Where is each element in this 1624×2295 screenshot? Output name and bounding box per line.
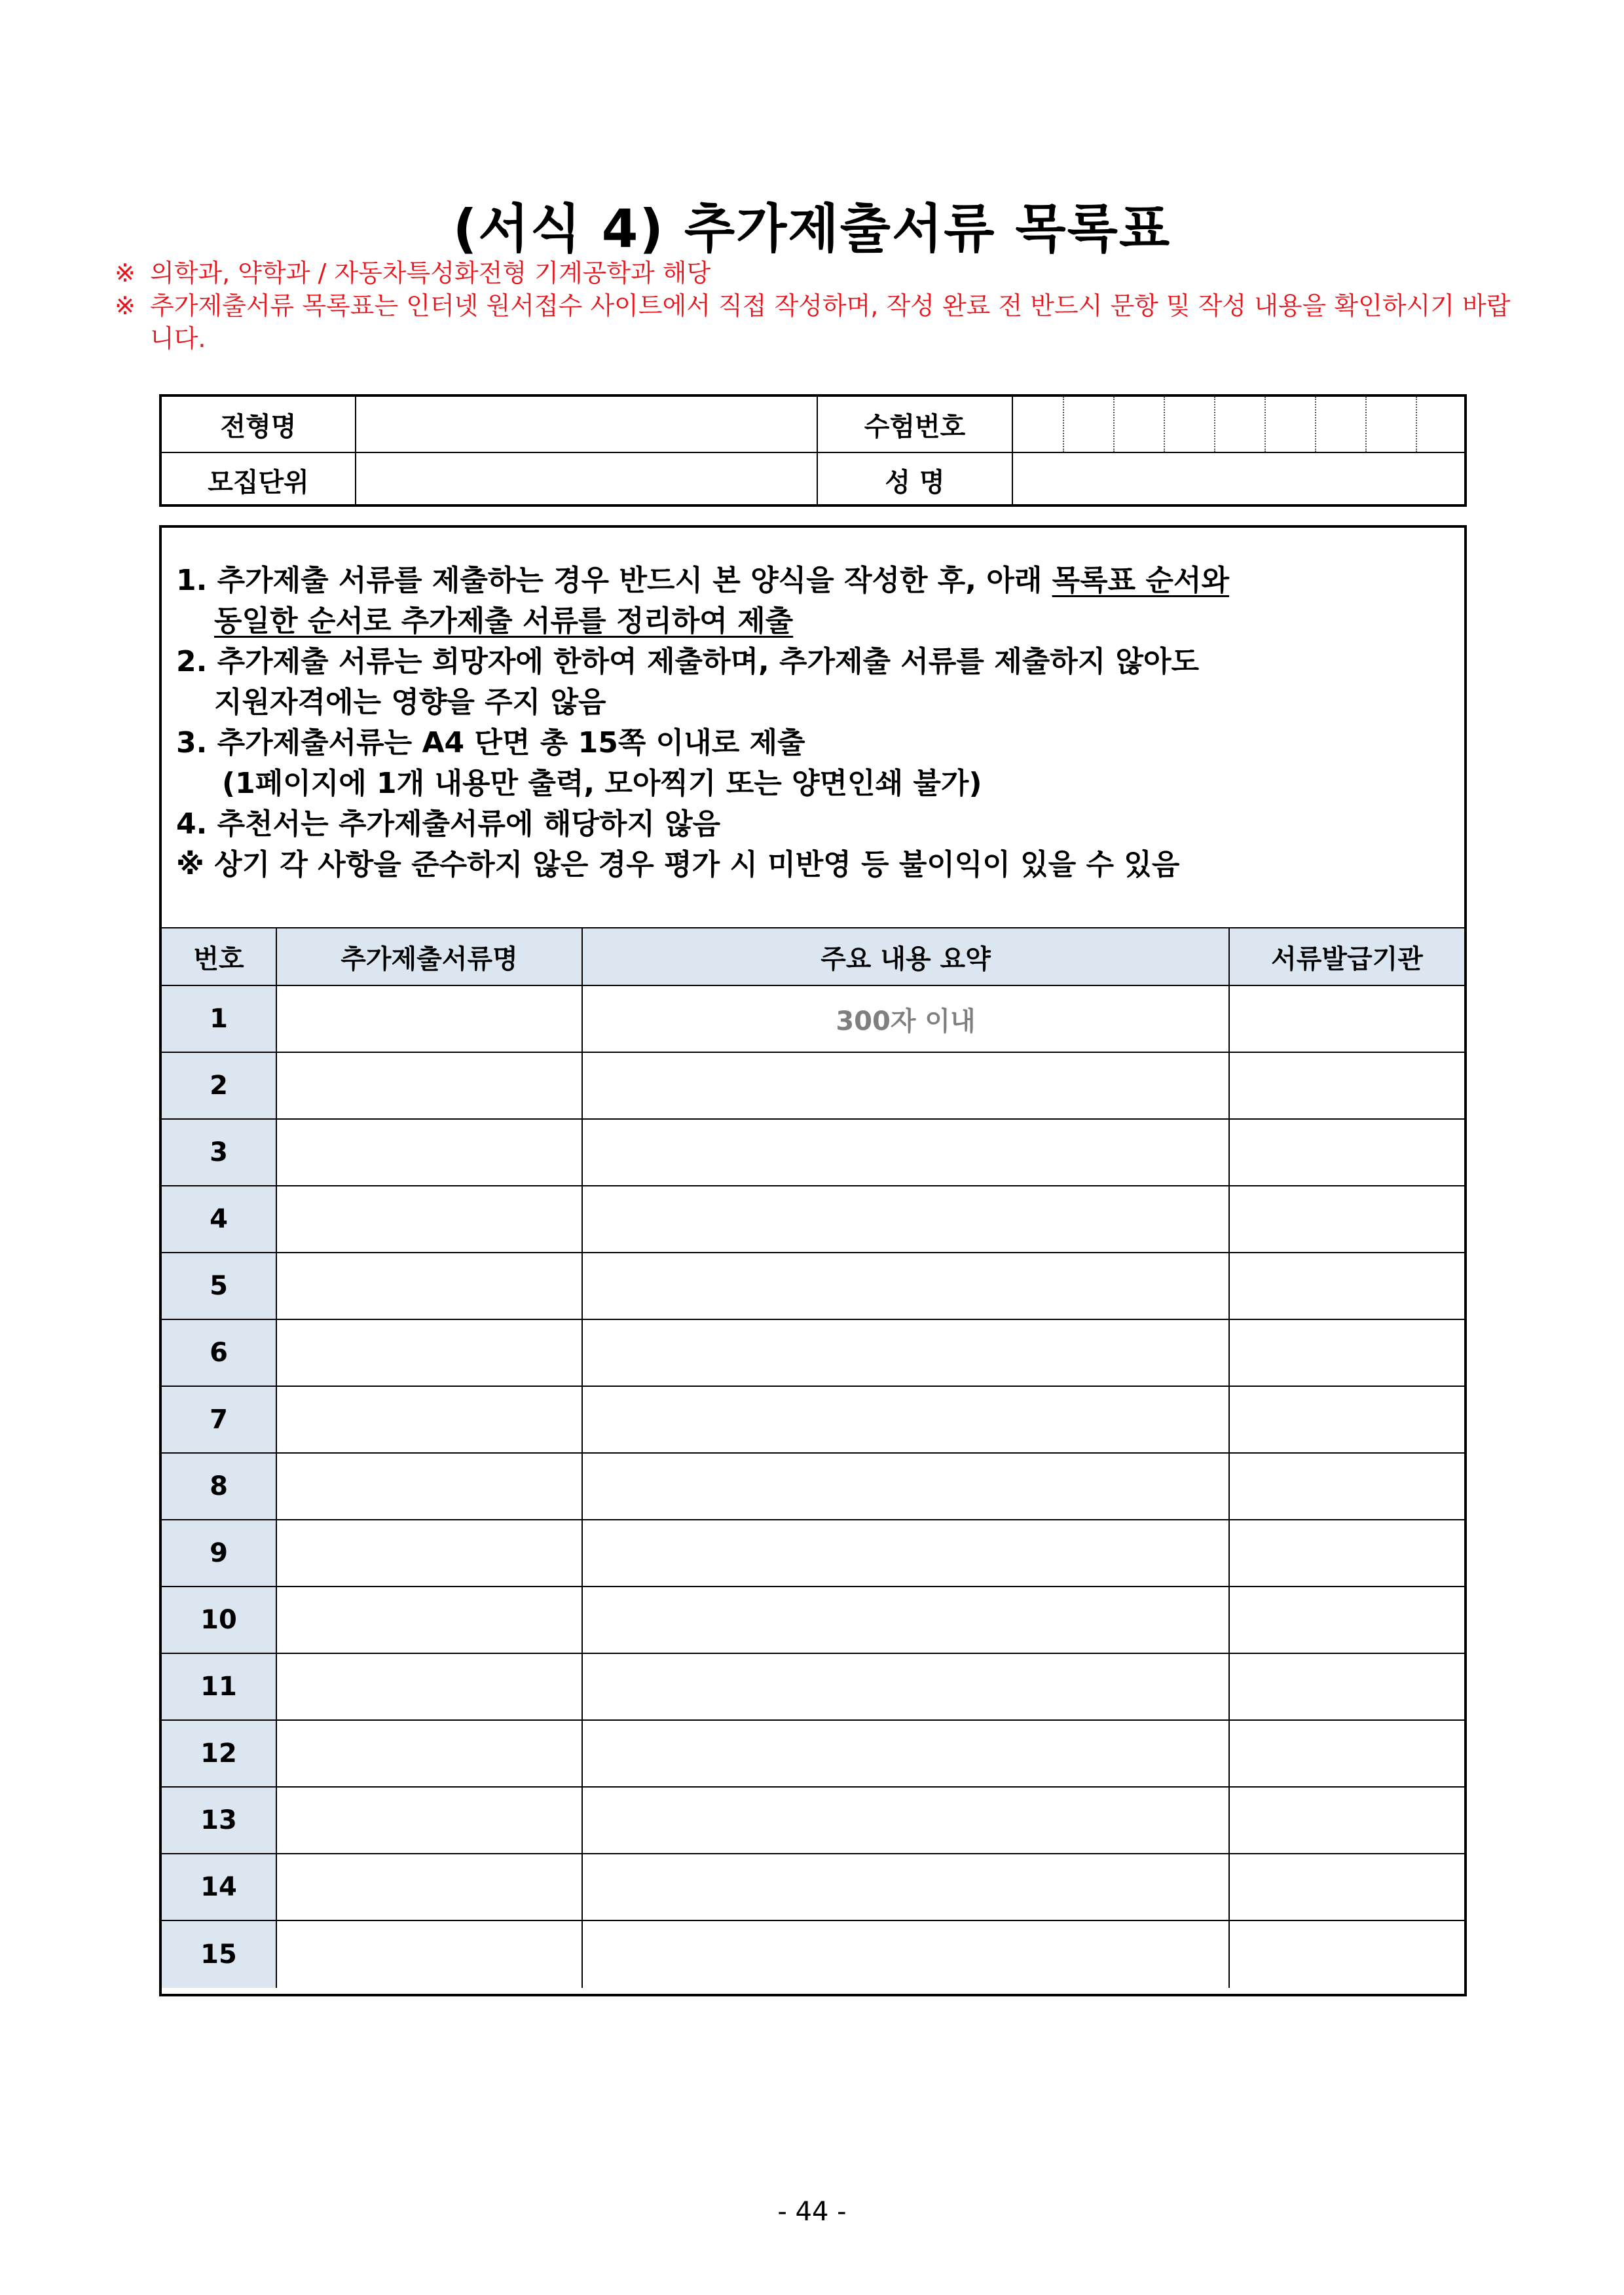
instruction-line: ※ 상기 각 사항을 준수하지 않은 경우 평가 시 미반영 등 불이익이 있을 수 있음 [176, 848, 1180, 881]
table-row [162, 1854, 1464, 1921]
digit-divider [1113, 397, 1115, 452]
reference-mark: ※ [115, 291, 136, 320]
summary-hint: 300자 이내 [836, 1006, 976, 1037]
issuer-field[interactable] [1230, 1120, 1464, 1185]
document-name-field[interactable] [277, 986, 583, 1052]
issuer-field[interactable] [1230, 1186, 1464, 1252]
digit-divider [1063, 397, 1064, 452]
summary-field[interactable] [583, 1721, 1230, 1786]
digit-divider [1264, 397, 1266, 452]
table-row [162, 1320, 1464, 1387]
name-field[interactable] [1013, 453, 1467, 507]
table-row [162, 1186, 1464, 1253]
document-name-field[interactable] [277, 1788, 583, 1853]
issuer-field[interactable] [1230, 986, 1464, 1052]
row-number: 2 [162, 1053, 277, 1118]
digit-divider [1164, 397, 1165, 452]
instruction-line: (1페이지에 1개 내용만 출력, 모아찍기 또는 양면인쇄 불가) [222, 767, 982, 800]
digit-divider [1214, 397, 1215, 452]
summary-field[interactable] [583, 1120, 1230, 1185]
applicant-info-table [159, 394, 1467, 507]
row-number: 11 [162, 1654, 277, 1719]
header-summary: 주요 내용 요약 [583, 928, 1230, 985]
table-row [162, 1721, 1464, 1788]
table-row [162, 1253, 1464, 1320]
document-name-field[interactable] [277, 1587, 583, 1653]
table-row [162, 1053, 1464, 1120]
issuer-field[interactable] [1230, 1921, 1464, 1988]
issuer-field[interactable] [1230, 1788, 1464, 1853]
admission-type-label: 전형명 [162, 397, 356, 452]
admission-type-field[interactable] [356, 397, 818, 452]
digit-divider [1365, 397, 1367, 452]
issuer-field[interactable] [1230, 1253, 1464, 1319]
table-row [162, 1454, 1464, 1520]
digit-divider [1315, 397, 1316, 452]
instruction-line: 4. 추천서는 추가제출서류에 해당하지 않음 [176, 807, 721, 841]
row-number: 12 [162, 1721, 277, 1786]
table-row [162, 1520, 1464, 1587]
instruction-line: 2. 추가제출 서류는 희망자에 한하여 제출하며, 추가제출 서류를 제출하지 않아도 [176, 645, 1200, 678]
summary-field[interactable] [583, 1387, 1230, 1452]
instruction-text: 1. 추가제출 서류를 제출하는 경우 반드시 본 양식을 작성한 후, 아래 [176, 564, 1052, 597]
row-number: 4 [162, 1186, 277, 1252]
row-number: 13 [162, 1788, 277, 1853]
issuer-field[interactable] [1230, 1654, 1464, 1719]
document-name-field[interactable] [277, 1854, 583, 1920]
issuer-field[interactable] [1230, 1053, 1464, 1118]
exam-number-field[interactable] [1013, 397, 1467, 452]
instruction-line: 3. 추가제출서류는 A4 단면 총 15쪽 이내로 제출 [176, 726, 805, 760]
table-row [162, 1120, 1464, 1186]
summary-field[interactable] [583, 1788, 1230, 1853]
page-title: (서식 4) 추가제출서류 목록표 [452, 198, 1172, 259]
issuer-field[interactable] [1230, 1587, 1464, 1653]
info-row [162, 397, 1464, 453]
row-number: 8 [162, 1454, 277, 1519]
document-name-field[interactable] [277, 1053, 583, 1118]
header-issuer: 서류발급기관 [1271, 944, 1423, 974]
document-name-field[interactable] [277, 1253, 583, 1319]
notice-text: 추가제출서류 목록표는 인터넷 원서접수 사이트에서 직접 작성하며, 작성 완료 전 반드시 문항 및 작성 내용을 확인하시기 바랍니다. [150, 291, 1511, 353]
table-body [162, 986, 1464, 1988]
document-name-field[interactable] [277, 1520, 583, 1586]
exam-number-label: 수험번호 [818, 397, 1013, 452]
table-row [162, 1387, 1464, 1454]
table-row [162, 986, 1464, 1053]
summary-field[interactable] [583, 1654, 1230, 1719]
issuer-field[interactable] [1230, 1854, 1464, 1920]
document-list-table [159, 525, 1467, 1996]
instruction-line [176, 560, 1453, 601]
table-row [162, 1921, 1464, 1988]
instructions [176, 560, 1453, 885]
digit-divider [1416, 397, 1417, 452]
row-number: 3 [162, 1120, 277, 1185]
row-number: 6 [162, 1320, 277, 1386]
document-name-field[interactable] [277, 1387, 583, 1452]
row-number: 5 [162, 1253, 277, 1319]
page-number: - 44 - [777, 2197, 847, 2227]
issuer-field[interactable] [1230, 1454, 1464, 1519]
document-list [162, 927, 1464, 1988]
notice-text: 의학과, 약학과 / 자동차특성화전형 기계공학과 해당 [150, 259, 711, 287]
summary-field[interactable] [583, 1520, 1230, 1586]
table-row [162, 1654, 1464, 1721]
document-name-field[interactable] [277, 1320, 583, 1386]
notice-line [115, 289, 1522, 355]
issuer-field[interactable] [1230, 1387, 1464, 1452]
recruit-unit-field[interactable] [356, 453, 818, 507]
notice-section [115, 257, 1522, 355]
name-label: 성 명 [818, 453, 1013, 507]
summary-field[interactable] [583, 1587, 1230, 1653]
row-number: 10 [162, 1587, 277, 1653]
table-header-row [162, 928, 1464, 986]
row-number: 14 [162, 1854, 277, 1920]
document-name-field[interactable] [277, 1186, 583, 1252]
summary-field[interactable] [583, 1186, 1230, 1252]
document-name-field[interactable] [277, 1921, 583, 1988]
table-row [162, 1587, 1464, 1654]
row-number: 7 [162, 1387, 277, 1452]
instruction-line [176, 601, 1453, 642]
summary-field[interactable] [583, 1320, 1230, 1386]
summary-field[interactable] [583, 1053, 1230, 1118]
instruction-underlined: 목록표 순서와 [1052, 564, 1229, 597]
row-number: 15 [162, 1921, 277, 1988]
instruction-line: 지원자격에는 영향을 주지 않음 [214, 686, 606, 719]
issuer-field[interactable] [1230, 1721, 1464, 1786]
issuer-field[interactable] [1230, 1520, 1464, 1586]
summary-field[interactable] [583, 986, 1230, 1052]
recruit-unit-label: 모집단위 [162, 453, 356, 507]
row-number: 1 [162, 986, 277, 1052]
document-name-field[interactable] [277, 1120, 583, 1185]
document-name-field[interactable] [277, 1654, 583, 1719]
document-name-field[interactable] [277, 1721, 583, 1786]
summary-field[interactable] [583, 1253, 1230, 1319]
info-row [162, 453, 1464, 507]
notice-line [115, 257, 1522, 289]
table-row [162, 1788, 1464, 1854]
header-document-name: 추가제출서류명 [277, 928, 583, 985]
header-number: 번호 [162, 928, 277, 985]
instruction-underlined: 동일한 순서로 추가제출 서류를 정리하여 제출 [214, 604, 794, 638]
summary-field[interactable] [583, 1854, 1230, 1920]
summary-field[interactable] [583, 1921, 1230, 1988]
reference-mark: ※ [115, 259, 136, 287]
document-name-field[interactable] [277, 1454, 583, 1519]
issuer-field[interactable] [1230, 1320, 1464, 1386]
summary-field[interactable] [583, 1454, 1230, 1519]
row-number: 9 [162, 1520, 277, 1586]
